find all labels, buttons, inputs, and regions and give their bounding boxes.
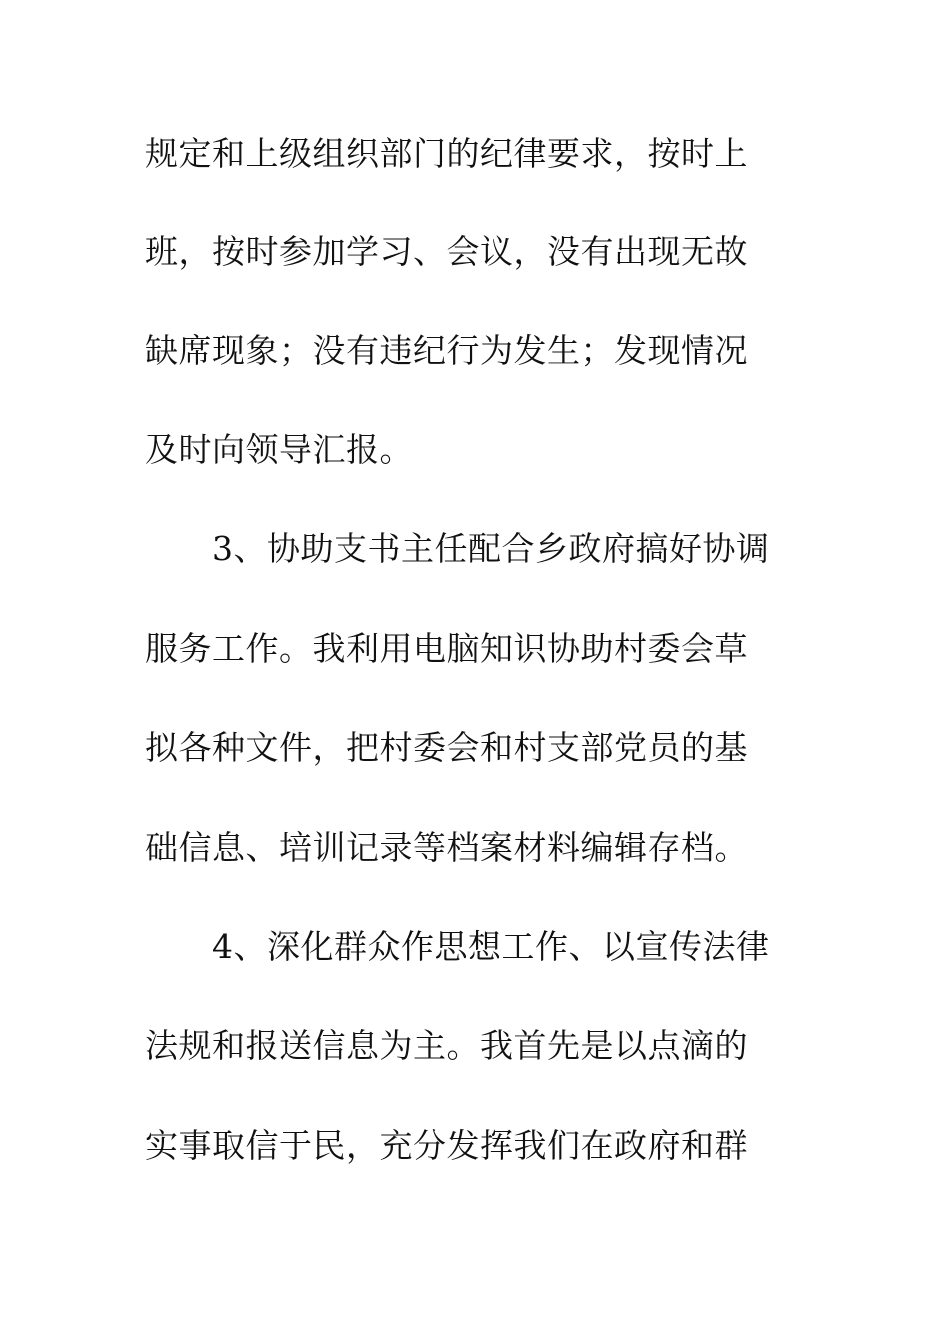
text-line: 础信息、培训记录等档案材料编辑存档。	[145, 828, 748, 867]
text-line: 服务工作。我利用电脑知识协助村委会草	[145, 629, 748, 668]
text-line: 班，按时参加学习、会议，没有出现无故	[145, 232, 748, 271]
paragraph-start-3: 3、协助支书主任配合乡政府搞好协调	[212, 529, 770, 568]
text-line: 及时向领导汇报。	[145, 430, 413, 469]
text-line: 法规和报送信息为主。我首先是以点滴的	[145, 1026, 748, 1065]
text-line: 拟各种文件，把村委会和村支部党员的基	[145, 728, 748, 767]
paragraph-start-4: 4、深化群众作思想工作、以宣传法律	[212, 927, 770, 966]
text-line: 缺席现象；没有违纪行为发生；发现情况	[145, 331, 748, 370]
text-line: 实事取信于民，充分发挥我们在政府和群	[145, 1126, 748, 1165]
text-line: 规定和上级组织部门的纪律要求，按时上	[145, 134, 748, 173]
